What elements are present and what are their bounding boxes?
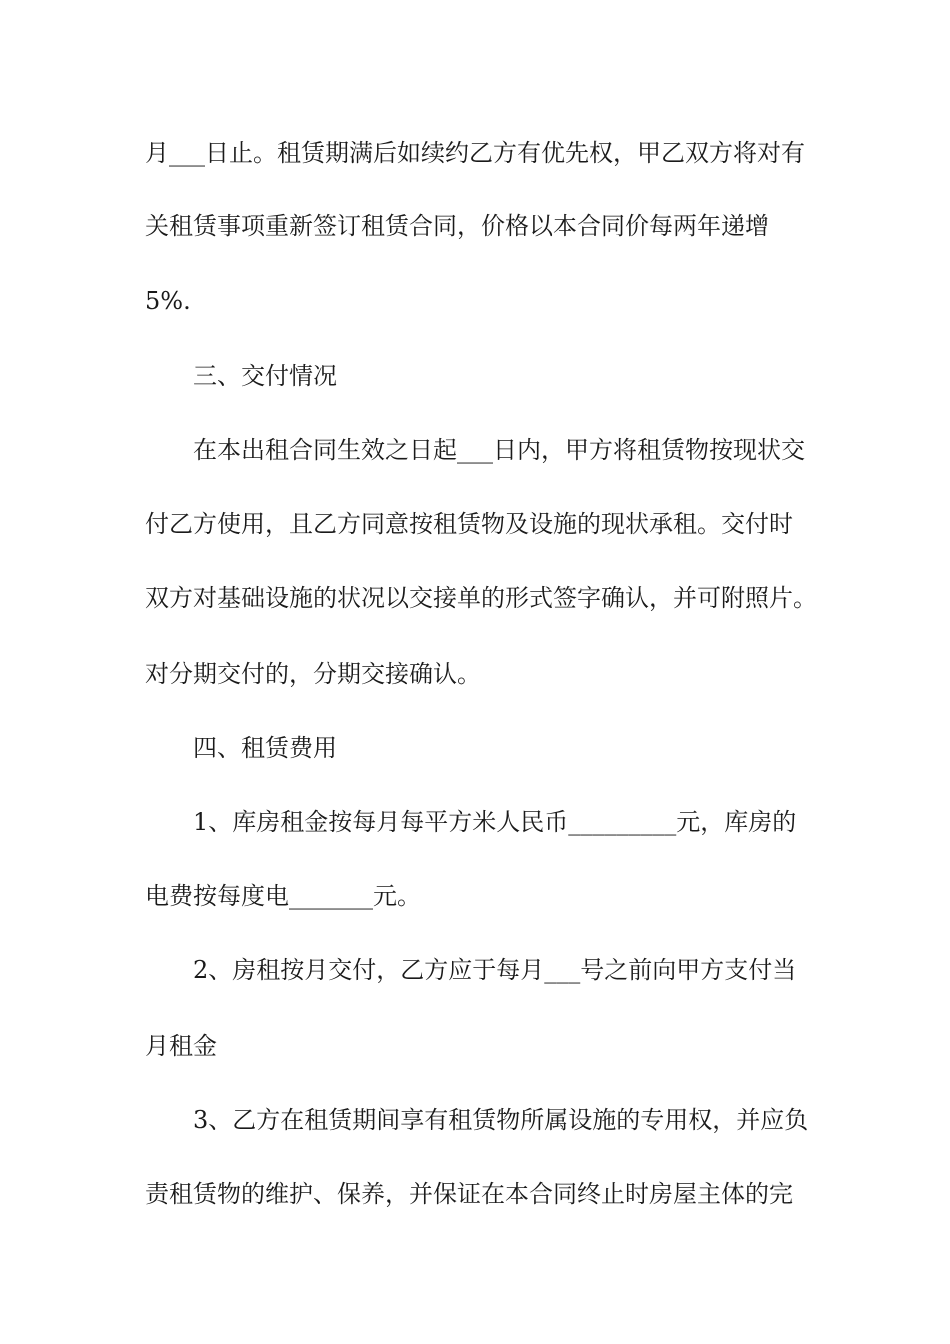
text-line: 付乙方使用，且乙方同意按租赁物及设施的现状承租。交付时 xyxy=(145,510,793,538)
text-line: 1、库房租金按每月每平方米人民币_________元，库房的 xyxy=(193,808,797,836)
text-line: 3、乙方在租赁期间享有租赁物所属设施的专用权，并应负 xyxy=(193,1106,809,1134)
text-line: 在本出租合同生效之日起___日内，甲方将租赁物按现状交 xyxy=(193,436,805,464)
section-heading: 四、租赁费用 xyxy=(193,734,337,762)
text-line: 2、房租按月交付，乙方应于每月___号之前向甲方支付当 xyxy=(193,956,797,984)
text-line: 关租赁事项重新签订租赁合同，价格以本合同价每两年递增 xyxy=(145,212,769,240)
text-line: 责租赁物的维护、保养，并保证在本合同终止时房屋主体的完 xyxy=(145,1180,793,1208)
text-line: 月租金 xyxy=(145,1032,217,1060)
section-heading: 三、交付情况 xyxy=(193,362,337,390)
text-line: 对分期交付的，分期交接确认。 xyxy=(145,660,481,688)
text-line: 5%. xyxy=(145,287,191,315)
text-line: 月___日止。租赁期满后如续约乙方有优先权，甲乙双方将对有 xyxy=(145,139,805,167)
text-line: 电费按每度电_______元。 xyxy=(145,882,421,910)
text-line: 双方对基础设施的状况以交接单的形式签字确认，并可附照片。 xyxy=(145,584,817,612)
